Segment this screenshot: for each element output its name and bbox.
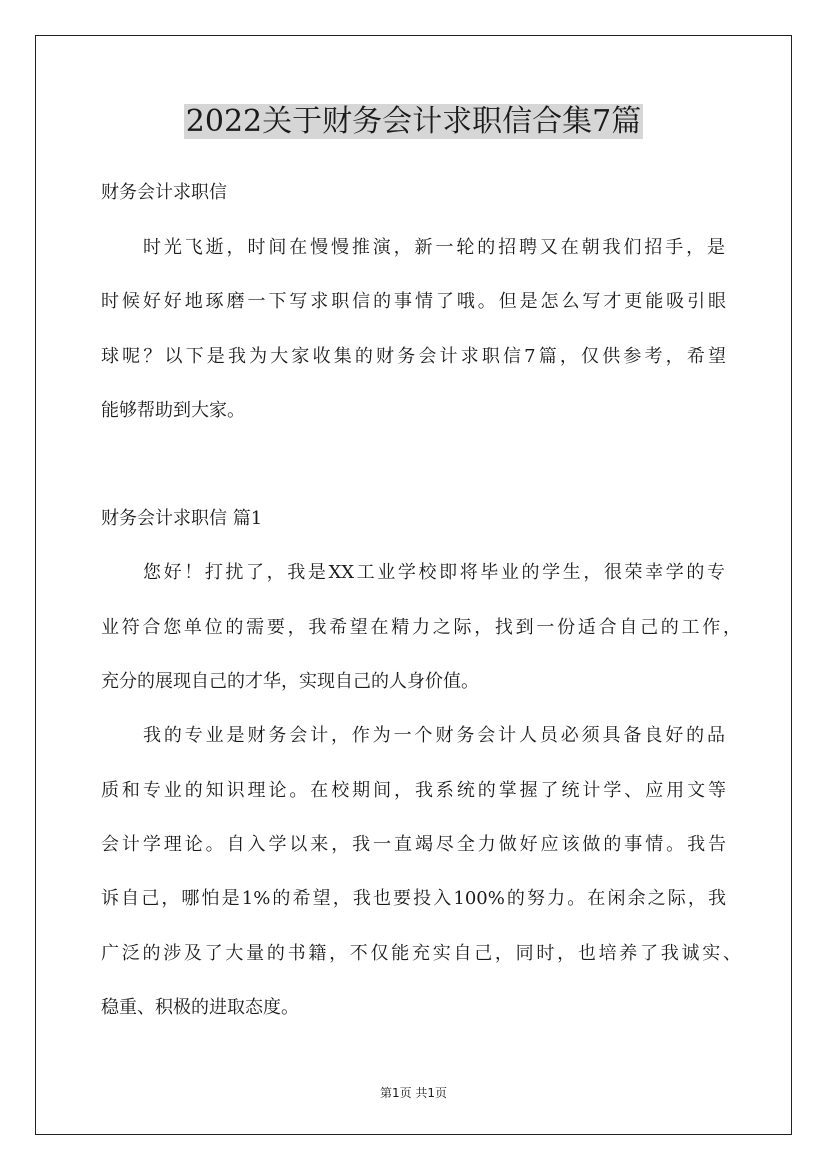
page-number-footer: 第1页 共1页 [379,1086,448,1100]
para2-line-6: 稳重、积极的进取态度。 [101,997,299,1018]
para1-line-3: 充分的展现自己的才华，实现自己的人身价值。 [101,671,479,692]
intro-line-4: 能够帮助到大家。 [101,400,245,421]
section-heading-1: 财务会计求职信 篇1 [101,508,263,529]
intro-heading: 财务会计求职信 [101,182,227,203]
para1-line-1: 您好！打扰了，我是XX工业学校即将毕业的学生，很荣幸学的专 [143,562,725,583]
document-title-text: 2022关于财务会计求职信合集7篇 [185,104,642,139]
document-title [0,100,827,144]
para2-line-1: 我的专业是财务会计，作为一个财务会计人员必须具备良好的品 [143,725,725,746]
para1-line-2: 业符合您单位的需要，我希望在精力之际，找到一份适合自己的工作， [101,617,741,638]
intro-line-1: 时光飞逝，时间在慢慢推演，新一轮的招聘又在朝我们招手，是 [143,237,725,258]
para2-line-3: 会计学理论。自入学以来，我一直竭尽全力做好应该做的事情。我告 [101,834,726,855]
para2-line-2: 质和专业的知识理论。在校期间，我系统的掌握了统计学、应用文等 [101,780,726,801]
para2-line-5: 广泛的涉及了大量的书籍，不仅能充实自己，同时，也培养了我诚实、 [101,943,741,964]
para2-line-4: 诉自己，哪怕是1%的希望，我也要投入100%的努力。在闲余之际，我 [101,888,726,909]
intro-line-2: 时候好好地琢磨一下写求职信的事情了哦。但是怎么写才更能吸引眼 [101,291,726,312]
intro-line-3: 球呢？以下是我为大家收集的财务会计求职信7篇，仅供参考，希望 [101,346,726,367]
